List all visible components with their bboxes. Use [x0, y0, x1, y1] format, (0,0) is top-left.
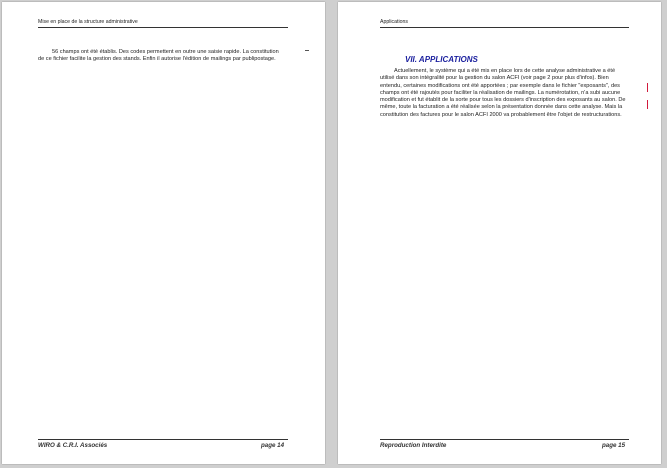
page-14 [2, 2, 325, 464]
running-header: Applications [380, 19, 408, 25]
body-paragraph: Actuellement, le système qui a été mis en place lors de cette analyse administrative a été utilisé dans son intégralité pour la gestion du salon ACFI (voir page 2 pour plus d'infos). Bien entendu, certaines modifications ont été apportées ; par exemple dans le fichier "exposants", des champs ont été rajoutés pour faciliter la réalisation de mailings. La numérotation, n'a subi aucune modification et fut établit de la sorte pour tous les dossiers d'inscription des exposants au salon. De même, toute la facturation a été réalisée selon la présentation donnée dans cette analyse. Mais la constitution des factures pour le salon ACFI 2000 va probablement être l'objet de restructurations. [380, 68, 626, 118]
running-header: Mise en place de la structure administrative [38, 19, 138, 25]
header-rule [380, 27, 629, 28]
page-number: page 14 [261, 442, 285, 449]
footer-left-text: WIRO & C.R.I. Associés [38, 442, 108, 449]
revision-bar [647, 83, 648, 92]
revision-bar [647, 100, 648, 109]
footer-left-text: Reproduction Interdite [380, 442, 447, 449]
margin-mark [305, 50, 309, 51]
page-15 [338, 2, 661, 464]
header-rule [38, 27, 288, 28]
footer-rule [38, 439, 288, 440]
footer-rule [380, 439, 629, 440]
section-title: VII. APPLICATIONS [405, 55, 478, 64]
body-paragraph: 56 champs ont été établis. Des codes permettent en outre une saisie rapide. La constitution de ce fichier facilite la gestion des stands. Enfin il autorise l'édition de mailings par publipostage. [38, 49, 279, 63]
page-number: page 15 [602, 442, 626, 449]
